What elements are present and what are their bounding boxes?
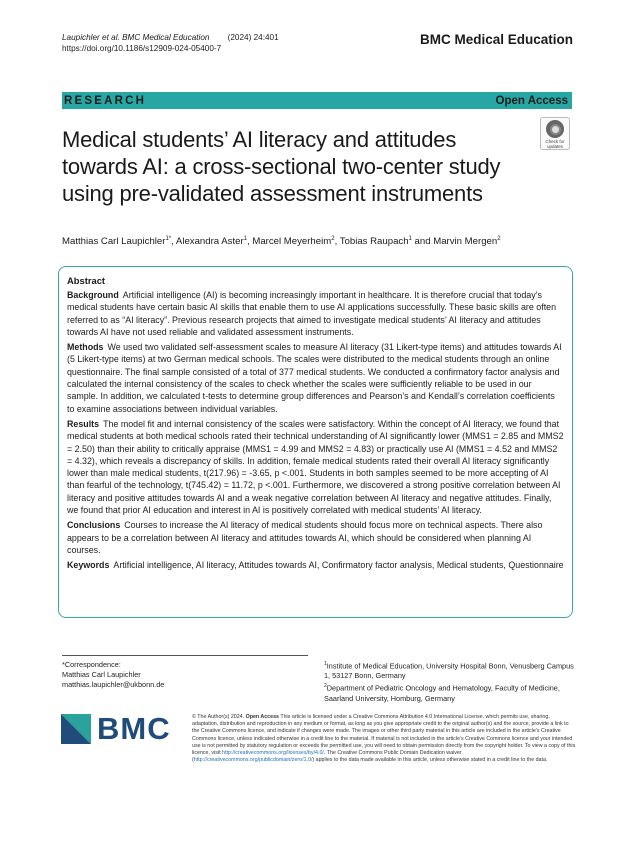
public-domain-link[interactable]: http://creativecommons.org/publicdomain/zero/1.0/ — [193, 757, 313, 764]
article-type-label: RESEARCH — [64, 94, 147, 107]
license-link[interactable]: http://creativecommons.org/licenses/by/4.0/ — [222, 750, 324, 757]
affiliation-item — [324, 681, 574, 703]
doi-link[interactable]: https://doi.org/10.1186/s12909-024-05400-7 — [62, 44, 222, 53]
bmc-logo-icon — [61, 714, 91, 744]
affiliation-sup: 2 — [324, 683, 327, 690]
check-updates-label: Check for updates — [545, 139, 565, 149]
bmc-logo[interactable] — [61, 710, 179, 748]
license-body: . The Creative Commons Public Domain Dedication waiver ( — [192, 750, 462, 764]
author-name[interactable]: Matthias Carl Laupichler — [62, 236, 166, 248]
author-list — [62, 236, 501, 247]
author-name[interactable]: , Marcel Meyerheim — [247, 236, 332, 248]
methods-label: Methods — [67, 342, 104, 353]
journal-name: BMC Medical Education — [419, 32, 573, 47]
correspondence-label: *Correspondence: — [62, 660, 121, 669]
footnote-divider — [62, 655, 308, 656]
article-title: Medical students’ AI literacy and attitudes towards AI: a cross-sectional two-center study using pre-validated assessment instruments — [62, 127, 501, 206]
open-access-label: Open Access — [495, 94, 568, 107]
abstract-results — [67, 418, 564, 516]
background-label: Background — [67, 290, 119, 300]
license-body: ) applies to the data made available in this article, unless otherwise stated in a credit line to the data. — [312, 757, 548, 764]
author-affil-sup: 1* — [165, 236, 172, 242]
abstract-heading: Abstract — [67, 275, 106, 286]
author-affil-sup: 1 — [408, 236, 412, 242]
abstract-methods — [67, 341, 564, 415]
affiliation-item — [324, 659, 574, 681]
keywords-text: Artificial intelligence, AI literacy, Attitudes towards AI, Confirmatory factor analysis, Medical students, Questionnaire — [113, 560, 564, 571]
license-body: This article is licensed under a Creative Commons Attribution 4.0 International License, which permits use, sharing, adaptation, distribution and reproduction in any medium or format, as long as you give appropriate credit to the original author(s) and the source, provide a link to the Creative Commons licence, and indicate if changes were made. The images or other third party material in this article are included in the article’s Creative Commons licence, unless indicated otherwise in a credit line to the material. If material is not included in the article’s Creative Commons licence and your intended use is not permitted by statutory regulation or exceeds the permitted use, you will need to obtain permission directly from the copyright holder. To view a copy of this licence, visit — [192, 714, 576, 757]
citation-authors: Laupichler et al. BMC Medical Education — [62, 33, 210, 42]
correspondence-block — [62, 660, 164, 690]
conclusions-label: Conclusions — [67, 520, 121, 531]
check-updates-icon — [546, 120, 564, 138]
abstract-background — [67, 289, 564, 338]
abstract-keywords — [67, 559, 564, 571]
article-type-banner — [62, 92, 572, 109]
abstract-box — [58, 266, 573, 618]
methods-text: We used two validated self-assessment scales to measure AI literacy (31 Likert-type items) and attitudes towards AI (5 Likert-type items) at two German medical schools. The scales were distributed to the medical students through an online questionnaire. The final sample consisted of a total of 377 medical students. We conducted a confirmatory factor analysis and calculated the internal consistency of the scales to check whether the scales were sufficiently reliable to be used in our sample. In addition, we calculated t-tests to determine group differences and Pearson’s and Kendall’s correlation coefficients to examine associations between individual variables. — [67, 342, 562, 414]
conclusions-text: Courses to increase the AI literacy of medical students should focus more on technical aspects. There also appears to be a correlation between AI literacy and attitudes towards AI, which should be considered when planning AI courses. — [67, 520, 543, 555]
affiliation-sup: 1 — [324, 661, 327, 667]
author-affil-sup: 1 — [243, 236, 247, 242]
author-name[interactable]: , Alexandra Aster — [171, 236, 244, 248]
affiliation-text: Department of Pediatric Oncology and Hematology, Faculty of Medicine, Saarland University, Homburg, Germany — [324, 683, 560, 703]
open-access-note: Open Access — [245, 714, 279, 720]
author-affil-sup: 2 — [497, 236, 501, 242]
keywords-label: Keywords — [67, 560, 110, 571]
author-name[interactable]: and Marvin Mergen — [411, 236, 498, 248]
abstract-conclusions — [67, 519, 564, 556]
correspondence-name: Matthias Carl Laupichler — [62, 670, 141, 679]
results-label: Results — [67, 418, 100, 429]
author-name[interactable]: , Tobias Raupach — [334, 236, 409, 248]
citation-year: (2024) 24:401 — [227, 33, 279, 42]
affiliation-text: Institute of Medical Education, University Hospital Bonn, Venusberg Campus 1, 53127 Bonn, Germany — [324, 661, 574, 681]
bmc-logo-text: BMC — [97, 711, 171, 746]
background-text: Artificial intelligence (AI) is becoming increasingly important in healthcare. It is therefore crucial that today’s medical students have certain basic AI skills that enable them to use AI applications successfully. These basic skills are often referred to as “AI literacy”. Previous research projects that aimed to investigate medical students’ AI literacy and attitudes towards AI have not used reliable and validated assessment instruments. — [67, 290, 557, 337]
license-text — [192, 714, 576, 764]
correspondence-email[interactable]: matthias.laupichler@ukbonn.de — [62, 680, 165, 689]
article-citation — [62, 32, 279, 54]
results-text: The model fit and internal consistency of the scales were satisfactory. Within the concept of AI literacy, we found that medical students at both medical schools rated their technical understanding of AI significantly lower (MMS1 = 2.85 and MMS2 = 2.50) than their ability to critically appraise (MMS1 = 4.99 and MMS2 = 4.83) or practically use AI (MMS1 = 4.52 and MMS2 = 4.32), which reveals a discrepancy of skills. In addition, female medical students rated their overall AI literacy significantly lower than male medical students, t(217.96) = -3.65, p <.001. Students in both samples seemed to be more accepting of AI than fearful of the technology, t(745.42) = 11.72, p <.001. Furthermore, we discovered a strong positive correlation between AI literacy and positive attitudes towards AI and a weak negative correlation between AI literacy and negative attitudes. Finally, we found that prior AI education and interest in AI is positively correlated with medical students’ AI literacy. — [67, 418, 564, 516]
copyright-notice: © The Author(s) 2024. — [192, 714, 245, 720]
affiliations-block — [324, 659, 574, 704]
author-affil-sup: 2 — [331, 236, 335, 242]
check-for-updates-button[interactable] — [540, 117, 570, 150]
